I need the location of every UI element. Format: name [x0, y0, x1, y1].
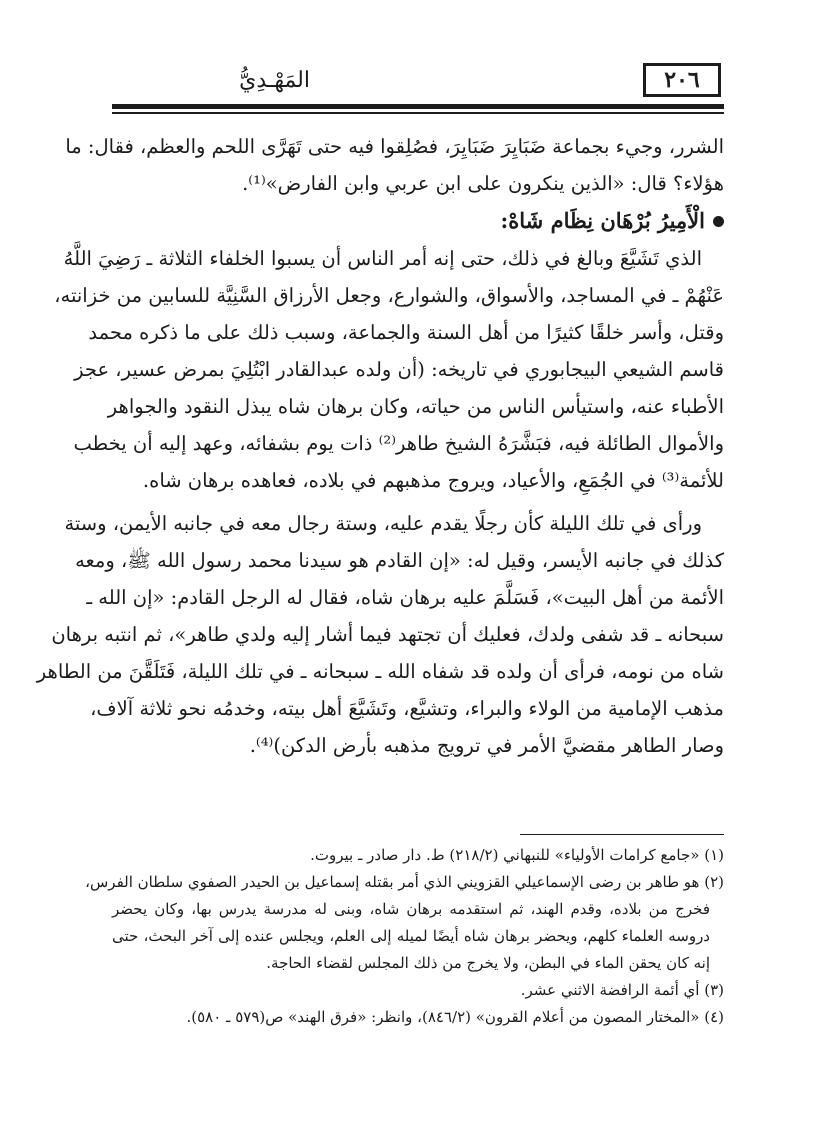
text-line: عَنْهُمْ ـ في المساجد، والأسواق، والشوارع، وجعل الأرزاق السَّنِيَّة للسابين من خزانته،	[54, 284, 724, 307]
text-line: وصار الطاهر مقضيَّ الأمر في ترويج مذهبه بأرض الدكن)⁽⁴⁾.	[249, 734, 724, 757]
running-title: المَهْـدِيُّ	[239, 68, 310, 93]
text-line: سبحانه ـ قد شفى ولدك، فعليك أن تجتهد فيما أشار إليه ولدي طاهر»، ثم انتبه برهان	[51, 623, 724, 646]
section-heading	[112, 202, 724, 240]
footnote-1: (١) «جامع كرامات الأولياء» للنبهاني (٢١٨/٢) ط. دار صادر ـ بيروت.	[310, 846, 724, 864]
footnote-separator	[520, 834, 724, 835]
section-heading-text: الْأَمِيرُ بُرْهَان نِظَام شَاهْ:	[500, 208, 705, 233]
text-line: الشرر، وجيء بجماعة ضَبَايِرَ ضَبَايِرَ، فصُلِقوا فيه حتى تَهَرَّى اللحم والعظم، فقال: ما	[65, 135, 724, 158]
text-line: ورأى في تلك الليلة كأن رجلًا يقدم عليه، وستة رجال معه في جانبه الأيمن، وستة	[64, 512, 702, 535]
footnote-3: (٣) أي أئمة الرافضة الاثني عشر.	[520, 981, 724, 999]
header-rule-thin	[112, 112, 724, 114]
bullet-icon	[713, 216, 724, 227]
text-line: والأموال الطائلة فيه، فبَشَّرَهُ الشيخ طاهر⁽²⁾ ذات يوم بشفائه، وعهد إليه أن يخطب	[73, 432, 724, 455]
text-line: الأطباء عنه، واستيأس الناس من حياته، وكان برهان شاه يبذل النقود والجواهر	[107, 395, 724, 418]
text-line: للأئمة⁽³⁾ في الجُمَعِ، والأعياد، ويروج مذهبهم في بلاده، فعاهده برهان شاه.	[142, 469, 724, 492]
text-line: الأئمة من أهل البيت»، فَسَلَّمَ عليه برهان شاه، فقال له الرجل القادم: «إن الله ـ	[86, 586, 724, 609]
footnote-2-line: دروسه العلماء كلهم، ويحضر برهان شاه أيضًا لميله إلى العلم، ويجلس عنده إلى آخر البحث، حتى	[112, 927, 710, 945]
page-number: ٢٠٦	[643, 63, 721, 97]
text-line: مذهب الإمامية من الولاء والبراء، وتشيَّع، وتَشَيَّعَ أهل بيته، وخدمُه نحو ثلاثة آلاف،	[90, 697, 724, 720]
footnote-4: (٤) «المختار المصون من أعلام القرون» (٨٤٦/٢)، وانظر: «فرق الهند» ص(٥٧٩ ـ ٥٨٠).	[186, 1008, 724, 1026]
text-line: الذي تَشَيَّعَ وبالغ في ذلك، حتى إنه أمر الناس أن يسبوا الخلفاء الثلاثة ـ رَضِيَ اللَّهُ	[63, 247, 702, 270]
header-rule-thick	[112, 104, 724, 109]
text-line: شاه من نومه، فرأى أن ولده قد شفاه الله ـ سبحانه ـ في تلك الليلة، فَتَلَقَّنَ من الطاهر	[36, 660, 724, 683]
text-line: قاسم الشيعي البيجابوري في تاريخه: (أن ولده عبدالقادر ابْتُلِيَ بمرض عسير، عجز	[74, 358, 724, 381]
text-line: وقتل، وأسر خلقًا كثيرًا من أهل السنة والجماعة، وسبب ذلك على ما ذكره محمد	[88, 321, 724, 344]
footnotes	[85, 842, 724, 1031]
footnote-2-line: (٢) هو طاهر بن رضى الإسماعيلي القزويني الذي أمر بقتله إسماعيل بن الحيدر الصفوي سلطان الفرس،	[85, 873, 724, 891]
footnote-2-line: فخرج من بلاده، وقدم الهند، ثم استقدمه برهان شاه، وبنى له مدرسة يدرس بها، وكان يحضر	[112, 900, 710, 918]
text-line: كذلك في جانبه الأيسر، وقيل له: «إن القادم هو سيدنا محمد رسول الله ﷺ، ومعه	[75, 549, 724, 572]
footnote-2-line: إنه كان يحقن الماء في البطن، ولا يخرج من ذلك المجلس لقضاء الحاجة.	[266, 954, 710, 972]
text-line: هؤلاء؟ قال: «الذين ينكرون على ابن عربي وابن الفارض»⁽¹⁾.	[242, 172, 724, 195]
main-text	[36, 128, 724, 764]
